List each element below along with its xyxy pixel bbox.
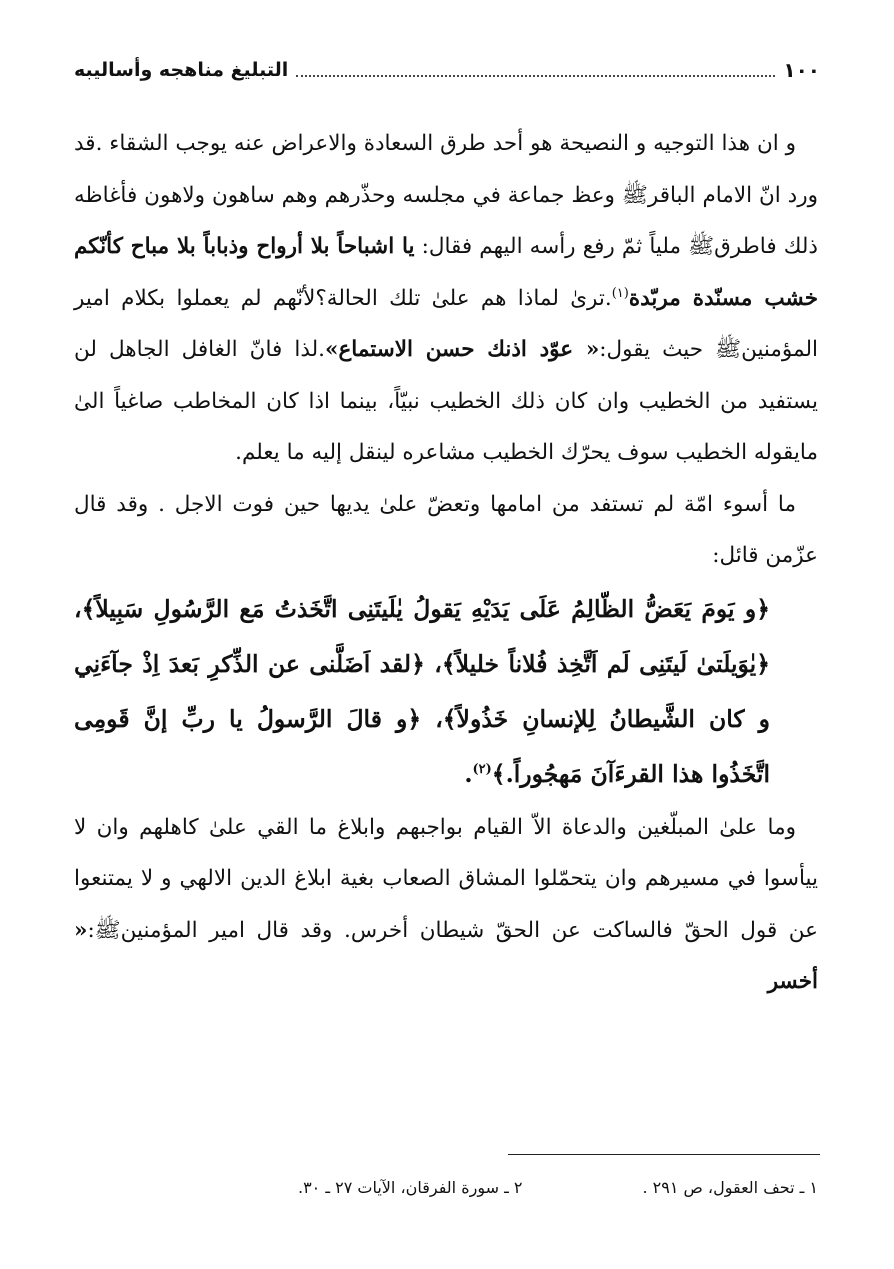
paragraph-3 [74, 802, 818, 1008]
quran-verse-text: ﴿و يَومَ يَعَضُّ الظّالِمُ عَلَى يَدَيْهِ يَقولُ يٰلَيتَنِى اتَّخَذتُ مَع الرَّسُولِ سَبِيلاً﴾، ﴿يٰوَيلَتىٰ لَيتَنِى لَم اَتَّخِذ فُلاناً خليلاً﴾، ﴿لقد اَضَلَّنى عن الذِّكرِ بَعدَ اِذْ جآءَنِي و كان الشَّيطانُ لِلإنسانِ خَذُولاً﴾، ﴿و قالَ الرَّسولُ يا ربِّ إنَّ قَومِى اتَّخَذُوا هذا القرءَآنَ مَهجُوراً.﴾ [74, 594, 770, 788]
footnote-ref-1: (١) [611, 285, 629, 301]
hadith-quote-start: « أخسر [74, 917, 818, 994]
verse-end-mark: . [464, 759, 473, 788]
running-header [74, 54, 820, 86]
footnote-separator [508, 1154, 820, 1155]
paragraph-1-text-a: و ان هذا التوجيه و النصيحة هو أحد طرق السعادة والاعراض عنه يوجب الشقاء .قد ورد انّ الامام الباقرﷺ وعظ جماعة في مجلسه وحذّرهم وهم ساهون ولاهون فأغاظه ذلك فاطرقﷺ ملياً ثمّ رفع رأسه اليهم فقال: [74, 131, 818, 259]
paragraph-1-text-c: .لذا فانّ الغافل الجاهل لن يستفيد من الخطيب وان كان ذلك الخطيب نبيّاً، بينما اذا كان المخاطب صاغياً الىٰ مايقوله الخطيب سوف يحرّك الخطيب مشاعره لينقل إليه ما يعلم. [74, 337, 818, 465]
paragraph-2 [74, 479, 818, 582]
paragraph-1-text-b: .ترىٰ لماذا هم علىٰ تلك الحالة؟لأنّهم لم يعملوا بكلام امير المؤمنينﷺ حيث يقول: [74, 285, 818, 362]
header-dotted-leader [296, 75, 775, 77]
footnote-ref-2: (٢) [472, 761, 492, 777]
hadith-quote-baqir: يا اشباحاً بلا أرواح وذباباً بلا مباح كأنّكم خشب مسنّدة مربّدة [74, 234, 818, 311]
footnote-2: ٢ ـ سورة الفرقان، الآيات ٢٧ ـ ٣٠. [297, 1178, 523, 1197]
footnote-1: ١ ـ تحف العقول، ص ٢٩١ . [642, 1178, 818, 1197]
book-title: التبليغ مناهجه وأساليبه [74, 59, 289, 81]
footnotes [160, 1178, 818, 1197]
hadith-quote-ali: « عوّد اذنك حسن الاستماع» [325, 337, 600, 362]
paragraph-2-text: ما أسوء امّة لم تستفد من امامها وتعضّ علىٰ يديها حين فوت الاجل . وقد قال عزّمن قائل: [74, 491, 818, 568]
page-body [74, 118, 818, 1008]
paragraph-3-text: وما علىٰ المبلّغين والدعاة الاّ القيام بواجبهم وابلاغ ما القي علىٰ كاهلهم وان لا ييأسوا في مسيرهم وان يتحمّلوا المشاق الصعاب بغية ابلاغ الدين الالهي و لا يمتنعوا عن قول الحقّ فالساكت عن الحقّ شيطان أخرس. وقد قال امير المؤمنينﷺ: [74, 814, 818, 943]
paragraph-1 [74, 118, 818, 479]
quran-verse-block [74, 582, 818, 802]
page-number: ١٠٠ [783, 58, 820, 82]
